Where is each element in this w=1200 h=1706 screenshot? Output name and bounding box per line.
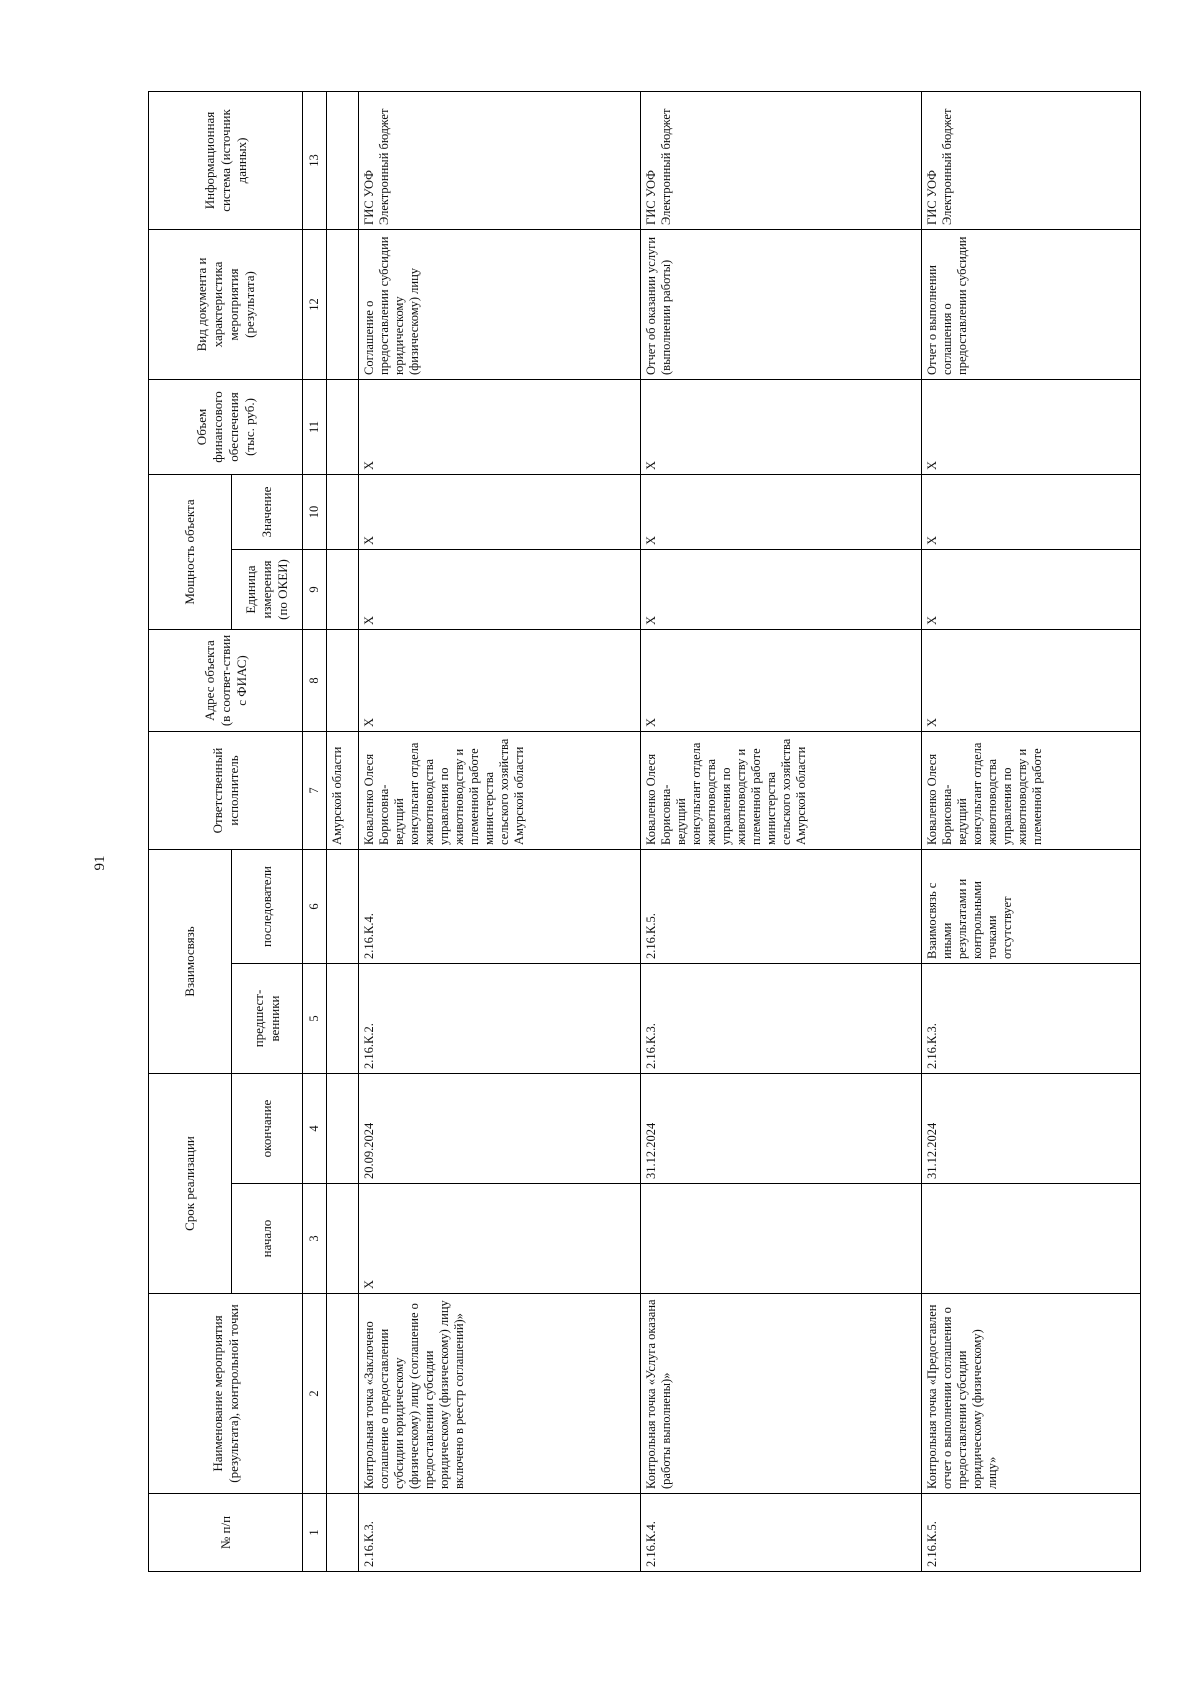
carryover-row bbox=[327, 91, 359, 1571]
empty-cell bbox=[327, 1494, 359, 1572]
row-start bbox=[640, 1184, 921, 1294]
row-pred: 2.16.К.3. bbox=[922, 964, 1141, 1074]
column-number-row bbox=[303, 91, 327, 1571]
row-num: 2.16.К.3. bbox=[359, 1494, 640, 1572]
row-finance: Х bbox=[640, 379, 921, 474]
row-system: ГИС УОФ Электронный бюджет bbox=[922, 91, 1141, 229]
column-number: 7 bbox=[303, 732, 327, 850]
row-finance: Х bbox=[359, 379, 640, 474]
row-unit: Х bbox=[922, 550, 1141, 630]
header-unit: Единица измерения (по ОКЕИ) bbox=[232, 550, 303, 630]
row-name: Контрольная точка «Предоставлен отчет о выполнении соглашения о предоставлении субсидии юридическому (физическому) лицу» bbox=[922, 1294, 1141, 1494]
row-finance: Х bbox=[922, 379, 1141, 474]
table-row bbox=[640, 91, 921, 1571]
empty-cell bbox=[327, 964, 359, 1074]
empty-cell bbox=[327, 229, 359, 379]
empty-cell bbox=[327, 379, 359, 474]
row-address: Х bbox=[640, 630, 921, 732]
empty-cell bbox=[327, 1074, 359, 1184]
empty-cell bbox=[327, 474, 359, 549]
column-number: 6 bbox=[303, 850, 327, 964]
header-address: Адрес объекта (в соответ-ствии с ФИАС) bbox=[149, 630, 303, 732]
header-capacity: Мощность объекта bbox=[149, 474, 232, 629]
row-system: ГИС УОФ Электронный бюджет bbox=[359, 91, 640, 229]
row-exec: Коваленко Олеся Борисовна- ведущий консультант отдела животноводства управления по животноводству и племенной работе министерства сельского хозяйства Амурской области bbox=[359, 732, 640, 850]
header-start: начало bbox=[232, 1184, 303, 1294]
row-num: 2.16.К.4. bbox=[640, 1494, 921, 1572]
rotated-table-sheet bbox=[148, 92, 1141, 1572]
header-value: Значение bbox=[232, 474, 303, 549]
column-number: 8 bbox=[303, 630, 327, 732]
row-doc: Отчет об оказании услуги (выполнении работы) bbox=[640, 229, 921, 379]
row-succ: Взаимосвязь с иными результатами и контрольными точками отсутствует bbox=[922, 850, 1141, 964]
row-value: Х bbox=[922, 474, 1141, 549]
row-succ: 2.16.К.4. bbox=[359, 850, 640, 964]
row-exec: Коваленко Олеся Борисовна- ведущий консультант отдела животноводства управления по животноводству и племенной работе министерства сельского хозяйства Амурской области bbox=[640, 732, 921, 850]
row-pred: 2.16.К.3. bbox=[640, 964, 921, 1074]
row-unit: Х bbox=[640, 550, 921, 630]
row-value: Х bbox=[640, 474, 921, 549]
empty-cell bbox=[327, 1184, 359, 1294]
column-number: 2 bbox=[303, 1294, 327, 1494]
header-system: Информационная система (источник данных) bbox=[149, 91, 303, 229]
row-start: Х bbox=[359, 1184, 640, 1294]
column-number: 10 bbox=[303, 474, 327, 549]
header-num: № п/п bbox=[149, 1494, 303, 1572]
column-number: 11 bbox=[303, 379, 327, 474]
header-exec: Ответственный исполнитель bbox=[149, 732, 303, 850]
empty-cell bbox=[327, 850, 359, 964]
empty-cell bbox=[327, 1294, 359, 1494]
column-number: 4 bbox=[303, 1074, 327, 1184]
header-doc: Вид документа и характеристика мероприятия (результата) bbox=[149, 229, 303, 379]
row-end: 20.09.2024 bbox=[359, 1074, 640, 1184]
column-number: 3 bbox=[303, 1184, 327, 1294]
header-pred: предшест-венники bbox=[232, 964, 303, 1074]
empty-cell bbox=[327, 550, 359, 630]
column-number: 9 bbox=[303, 550, 327, 630]
row-name: Контрольная точка «Заключено соглашение о предоставлении субсидии юридическому (физическому) лицу (соглашение о предоставлении субсидии юридическому (физическому) лицу включено в реестр соглашений)» bbox=[359, 1294, 640, 1494]
table-row bbox=[922, 91, 1141, 1571]
empty-cell bbox=[327, 630, 359, 732]
empty-cell bbox=[327, 91, 359, 229]
carryover-exec: Амурской области bbox=[327, 732, 359, 850]
row-system: ГИС УОФ Электронный бюджет bbox=[640, 91, 921, 229]
row-name: Контрольная точка «Услуга оказана (работы выполнены)» bbox=[640, 1294, 921, 1494]
row-num: 2.16.К.5. bbox=[922, 1494, 1141, 1572]
column-number: 12 bbox=[303, 229, 327, 379]
header-name: Наименование мероприятия (результата), контрольной точки bbox=[149, 1294, 303, 1494]
plan-table bbox=[148, 91, 1141, 1572]
page-number: 91 bbox=[92, 855, 108, 871]
row-end: 31.12.2024 bbox=[922, 1074, 1141, 1184]
row-end: 31.12.2024 bbox=[640, 1074, 921, 1184]
header-end: окончание bbox=[232, 1074, 303, 1184]
column-number: 13 bbox=[303, 91, 327, 229]
row-doc: Отчет о выполнении соглашения о предоставлении субсидии bbox=[922, 229, 1141, 379]
row-address: Х bbox=[922, 630, 1141, 732]
header-finance: Объем финансового обеспечения (тыс. руб.) bbox=[149, 379, 303, 474]
row-pred: 2.16.К.2. bbox=[359, 964, 640, 1074]
row-doc: Соглашение о предоставлении субсидии юридическому (физическому) лицу bbox=[359, 229, 640, 379]
header-period: Срок реализации bbox=[149, 1074, 232, 1294]
column-number: 5 bbox=[303, 964, 327, 1074]
row-exec: Коваленко Олеся Борисовна- ведущий консультант отдела животноводства управления по животноводству и племенной работе bbox=[922, 732, 1141, 850]
row-succ: 2.16.К.5. bbox=[640, 850, 921, 964]
column-number: 1 bbox=[303, 1494, 327, 1572]
table-row bbox=[359, 91, 640, 1571]
header-link: Взаимосвязь bbox=[149, 850, 232, 1074]
row-unit: Х bbox=[359, 550, 640, 630]
row-address: Х bbox=[359, 630, 640, 732]
row-value: Х bbox=[359, 474, 640, 549]
header-succ: последователи bbox=[232, 850, 303, 964]
row-start bbox=[922, 1184, 1141, 1294]
